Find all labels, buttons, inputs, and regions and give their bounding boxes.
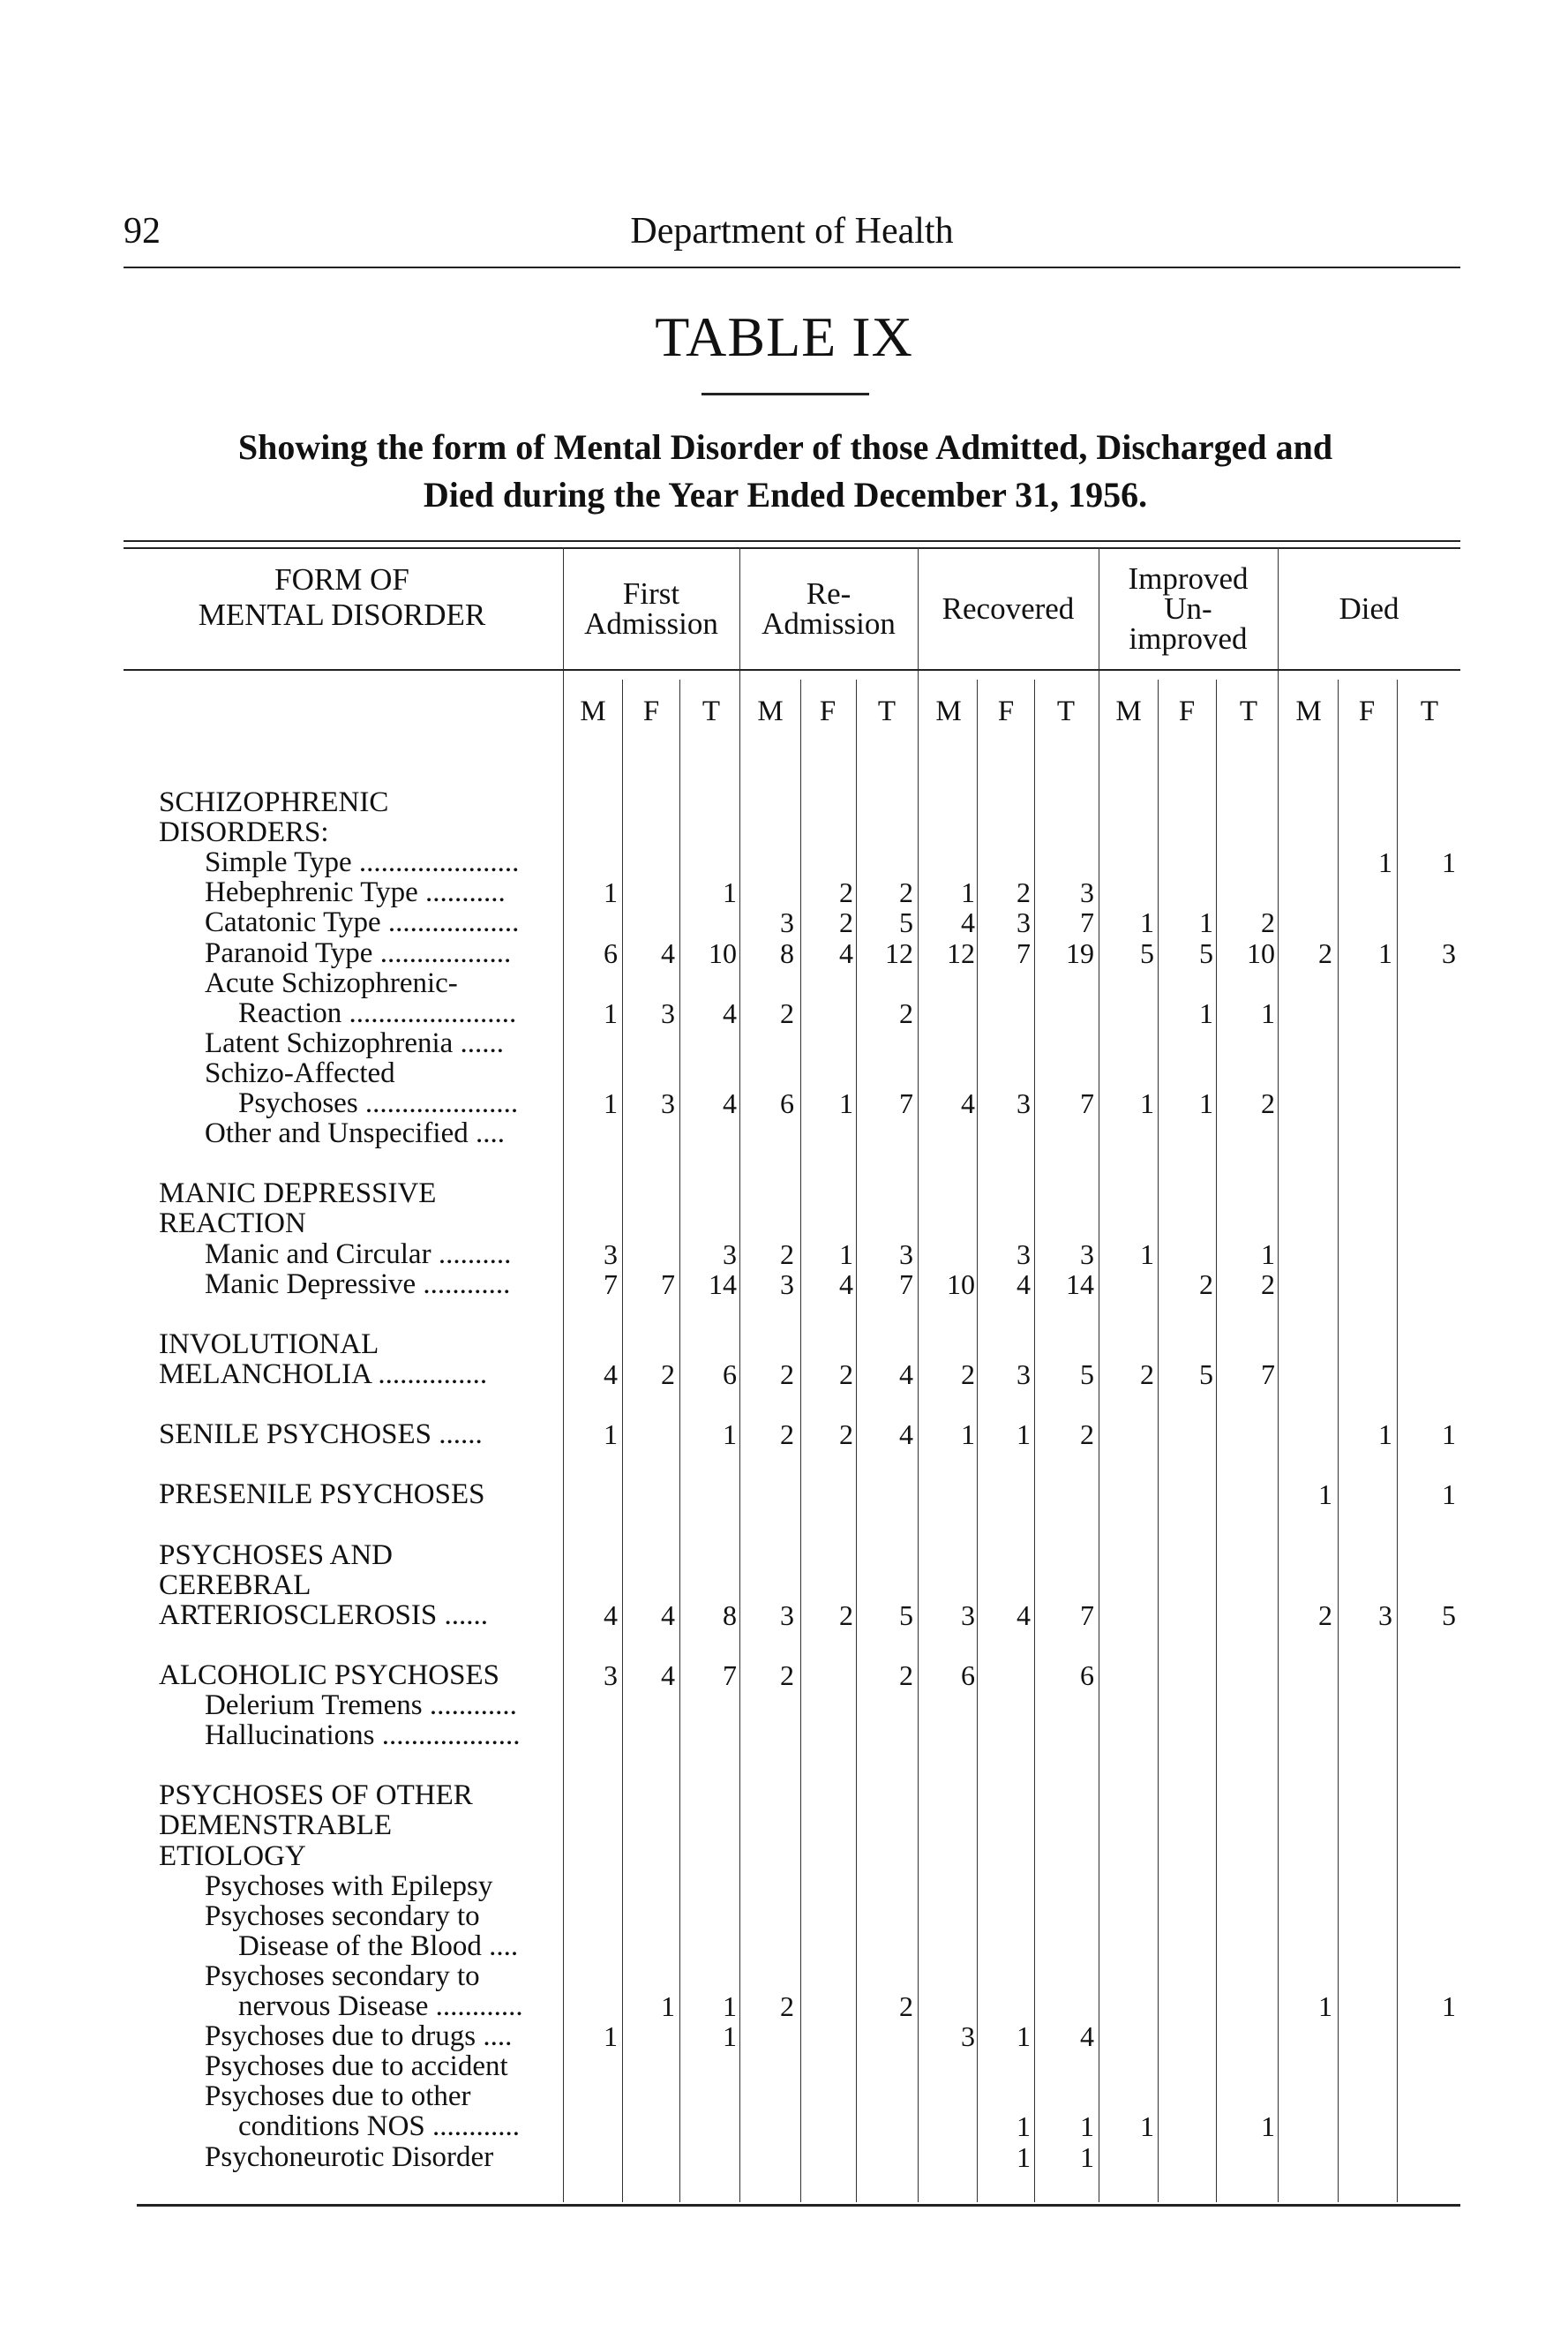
table-cell: 4 (661, 1658, 675, 1691)
table-cell: 4 (723, 1087, 737, 1119)
stub-header-line: FORM OF (274, 562, 409, 597)
table-cell: 3 (1017, 1087, 1031, 1119)
table-cell: 3 (723, 1237, 737, 1270)
table-cell: 1 (1318, 1990, 1332, 2022)
table-cell: 2 (1318, 936, 1332, 969)
table-cell: 2 (1080, 1418, 1094, 1451)
table-cell: 4 (604, 1358, 618, 1390)
table-top-rule (124, 540, 1460, 549)
table-cell: 3 (1017, 906, 1031, 939)
table-cell: 3 (780, 906, 794, 939)
table-cell: 1 (1378, 846, 1392, 879)
table-cell: 1 (961, 876, 975, 909)
table-cell: 1 (1140, 1237, 1154, 1270)
table-cell: 4 (839, 936, 853, 969)
table-caption (115, 424, 1456, 519)
table-cell: 8 (723, 1598, 737, 1631)
table-cell: 5 (899, 1598, 913, 1631)
table-cell: 1 (1378, 1418, 1392, 1451)
row-label: PRESENILE PSYCHOSES (159, 1478, 485, 1511)
subcolumn-header: M (757, 696, 784, 727)
subcolumn-header: M (935, 696, 962, 727)
subcolumn-header: M (580, 696, 606, 727)
table-cell: 7 (899, 1087, 913, 1119)
subcolumn-header: F (819, 696, 837, 727)
column-group-header: Admission (584, 606, 718, 641)
row-label: Paranoid Type .................. (205, 936, 512, 969)
table-cell: 4 (1017, 1267, 1031, 1300)
table-cell: 7 (1261, 1358, 1275, 1390)
row-label: Schizo-Affected (205, 1057, 395, 1089)
row-label: Reaction ....................... (238, 997, 517, 1029)
table-cell: 1 (604, 1418, 618, 1451)
table-cell: 3 (1378, 1598, 1392, 1631)
table-cell: 1 (1442, 1418, 1456, 1451)
table-cell: 1 (723, 876, 737, 909)
subcolumn-header: T (1239, 696, 1258, 727)
table-cell: 2 (1318, 1598, 1332, 1631)
column-group-header: Recovered (942, 591, 1075, 626)
row-label: Manic and Circular .......... (205, 1237, 512, 1270)
row-label: REACTION (159, 1207, 306, 1240)
table-cell: 2 (780, 1237, 794, 1270)
table-cell: 3 (1017, 1237, 1031, 1270)
row-label: Psychoses with Epilepsy (205, 1869, 493, 1902)
table-cell: 1 (1199, 906, 1213, 939)
table-cell: 4 (661, 1598, 675, 1631)
table-cell: 2 (899, 876, 913, 909)
table-cell: 1 (839, 1087, 853, 1119)
subcolumn-header: T (1420, 696, 1439, 727)
table-cell: 1 (1017, 2020, 1031, 2053)
page-number: 92 (124, 211, 161, 252)
page-header (124, 210, 1460, 263)
table-cell: 5 (1199, 936, 1213, 969)
table-cell: 1 (1378, 936, 1392, 969)
table-cell: 3 (1017, 1358, 1031, 1390)
table-cell: 2 (839, 1418, 853, 1451)
row-label: DEMENSTRABLE (159, 1809, 392, 1842)
table-cell: 6 (961, 1658, 975, 1691)
table-cell: 2 (1261, 906, 1275, 939)
row-label: Hebephrenic Type ........... (205, 876, 506, 909)
subcolumn-header: F (997, 696, 1015, 727)
table-cell: 2 (780, 1418, 794, 1451)
column-group-header: Improved (1128, 561, 1249, 596)
table-cell: 1 (604, 1087, 618, 1119)
table-cell: 1 (1140, 1087, 1154, 1119)
row-label: Psychoneurotic Disorder (205, 2140, 494, 2173)
row-label: MANIC DEPRESSIVE (159, 1177, 437, 1210)
table-cell: 2 (899, 1658, 913, 1691)
table-cell: 2 (661, 1358, 675, 1390)
row-label: PSYCHOSES AND (159, 1538, 393, 1571)
table-cell: 1 (1442, 1990, 1456, 2022)
table-cell: 3 (1080, 876, 1094, 909)
table-cell: 7 (1080, 1087, 1094, 1119)
table-cell: 12 (947, 936, 975, 969)
subcolumn-header: T (1056, 696, 1076, 727)
table-title: TABLE IX (655, 305, 913, 368)
table-cell: 6 (780, 1087, 794, 1119)
row-label: Delerium Tremens ............ (205, 1689, 517, 1721)
table-cell: 4 (961, 1087, 975, 1119)
table-cell: 4 (899, 1358, 913, 1390)
table-cell: 1 (1017, 2140, 1031, 2173)
table-bottom-rule (137, 2204, 1460, 2207)
table-cell: 2 (780, 997, 794, 1029)
table-cell: 3 (899, 1237, 913, 1270)
table-cell: 3 (780, 1598, 794, 1631)
table-cell: 2 (1261, 1087, 1275, 1119)
table-cell: 7 (661, 1267, 675, 1300)
row-label: CEREBRAL (159, 1568, 311, 1601)
row-label: Hallucinations ................... (205, 1719, 521, 1752)
table-cell: 5 (1080, 1358, 1094, 1390)
table-cell: 1 (1261, 1237, 1275, 1270)
table-cell: 14 (709, 1267, 737, 1300)
table-cell: 1 (1261, 2110, 1275, 2143)
subcolumn-header: M (1295, 696, 1322, 727)
subcolumn-header: F (642, 696, 660, 727)
table-cell: 2 (839, 876, 853, 909)
table-cell: 19 (1066, 936, 1094, 969)
row-label: Other and Unspecified .... (205, 1117, 505, 1150)
table-cell: 4 (839, 1267, 853, 1300)
table-cell: 1 (961, 1418, 975, 1451)
table-cell: 5 (899, 906, 913, 939)
title-rule (701, 393, 869, 395)
table-cell: 7 (899, 1267, 913, 1300)
table-cell: 7 (723, 1658, 737, 1691)
table-cell: 2 (961, 1358, 975, 1390)
table-cell: 7 (1080, 1598, 1094, 1631)
table-cell: 3 (780, 1267, 794, 1300)
table-cell: 8 (780, 936, 794, 969)
column-group-header: First (622, 576, 680, 611)
table-cell: 6 (604, 936, 618, 969)
row-label: Psychoses ..................... (238, 1087, 519, 1119)
table-cell: 2 (839, 906, 853, 939)
table-cell: 4 (661, 936, 675, 969)
row-label: Latent Schizophrenia ...... (205, 1027, 505, 1059)
table-cell: 1 (1199, 997, 1213, 1029)
table-cell: 1 (1442, 846, 1456, 879)
row-label: Catatonic Type .................. (205, 906, 520, 939)
caption-line-1: Showing the form of Mental Disorder of those Admitted, Discharged and (237, 427, 1333, 467)
table-cell: 14 (1066, 1267, 1094, 1300)
table-cell: 3 (661, 1087, 675, 1119)
table-cell: 1 (1318, 1478, 1332, 1511)
column-rule (1278, 547, 1279, 2202)
row-label: Acute Schizophrenic- (205, 966, 458, 999)
table-cell: 2 (839, 1358, 853, 1390)
table-cell: 3 (961, 2020, 975, 2053)
row-label: Manic Depressive ............ (205, 1267, 511, 1300)
table-cell: 1 (1080, 2140, 1094, 2173)
table-cell: 7 (604, 1267, 618, 1300)
header-rule (124, 267, 1460, 268)
table-cell: 5 (1199, 1358, 1213, 1390)
table-cell: 2 (780, 1658, 794, 1691)
table-cell: 6 (723, 1358, 737, 1390)
table-cell: 5 (1442, 1598, 1456, 1631)
table-cell: 3 (604, 1658, 618, 1691)
table-cell: 2 (780, 1358, 794, 1390)
column-group-header: Died (1339, 591, 1399, 626)
table-cell: 1 (604, 876, 618, 909)
stub-header-line: MENTAL DISORDER (198, 598, 486, 632)
subcolumn-header: F (1178, 696, 1196, 727)
table-cell: 2 (839, 1598, 853, 1631)
table-cell: 1 (1140, 2110, 1154, 2143)
table-cell: 12 (885, 936, 913, 969)
table-cell: 10 (947, 1267, 975, 1300)
table-cell: 4 (1017, 1598, 1031, 1631)
table-cell: 1 (1261, 997, 1275, 1029)
table-cell: 1 (839, 1237, 853, 1270)
table-cell: 7 (1017, 936, 1031, 969)
table-cell: 1 (1017, 1418, 1031, 1451)
row-label: ETIOLOGY (159, 1839, 306, 1872)
table-cell: 4 (1080, 2020, 1094, 2053)
table-cell: 2 (1140, 1358, 1154, 1390)
table-cell: 10 (709, 936, 737, 969)
column-group-header: Re- (806, 576, 852, 611)
table-cell: 5 (1140, 936, 1154, 969)
table-cell: 3 (1442, 936, 1456, 969)
table-cell: 4 (961, 906, 975, 939)
row-label: Disease of the Blood .... (238, 1929, 519, 1962)
table-cell: 3 (661, 997, 675, 1029)
subcolumn-header: T (701, 696, 721, 727)
subcolumn-header: F (1358, 696, 1376, 727)
table-cell: 3 (1080, 1237, 1094, 1270)
row-label: Psychoses due to accident (205, 2050, 508, 2083)
column-group-header: Admission (761, 606, 896, 641)
subcolumn-header: T (877, 696, 897, 727)
header-rule (124, 669, 1460, 671)
row-label: PSYCHOSES OF OTHER (159, 1779, 473, 1812)
table-cell: 1 (1017, 2110, 1031, 2143)
row-label: DISORDERS: (159, 816, 329, 849)
row-label: SENILE PSYCHOSES ...... (159, 1418, 483, 1451)
row-label: Psychoses due to other (205, 2080, 471, 2113)
row-label: INVOLUTIONAL (159, 1327, 379, 1360)
row-label: Psychoses secondary to (205, 1899, 480, 1932)
subcolumn-rule (622, 680, 623, 2202)
table-cell: 2 (1261, 1267, 1275, 1300)
running-head: Department of Health (630, 211, 954, 252)
table-cell: 1 (723, 2020, 737, 2053)
table-cell: 2 (780, 1990, 794, 2022)
row-label: ARTERIOSCLEROSIS ...... (159, 1598, 488, 1631)
row-label: conditions NOS ............ (238, 2110, 521, 2143)
table-cell: 1 (1140, 906, 1154, 939)
column-group-header: improved (1129, 621, 1248, 656)
row-label: Psychoses due to drugs .... (205, 2020, 513, 2053)
row-label: MELANCHOLIA ............... (159, 1358, 488, 1390)
table-cell: 1 (604, 997, 618, 1029)
row-label: SCHIZOPHRENIC (159, 786, 389, 818)
table-cell: 4 (899, 1418, 913, 1451)
row-label: Psychoses secondary to (205, 1959, 480, 1992)
table-cell: 6 (1080, 1658, 1094, 1691)
table-cell: 7 (1080, 906, 1094, 939)
table-cell: 4 (604, 1598, 618, 1631)
table-cell: 1 (661, 1990, 675, 2022)
table-cell: 1 (723, 1990, 737, 2022)
table-cell: 4 (723, 997, 737, 1029)
table-cell: 1 (1080, 2110, 1094, 2143)
table-cell: 10 (1247, 936, 1275, 969)
table-cell: 2 (1199, 1267, 1213, 1300)
table-cell: 1 (1199, 1087, 1213, 1119)
table-cell: 3 (961, 1598, 975, 1631)
table-cell: 2 (1017, 876, 1031, 909)
table-cell: 2 (899, 997, 913, 1029)
table-cell: 1 (1442, 1478, 1456, 1511)
table-cell: 3 (604, 1237, 618, 1270)
subcolumn-header: M (1115, 696, 1142, 727)
row-label: Simple Type ...................... (205, 846, 520, 879)
caption-line-2: Died during the Year Ended December 31, 1956. (423, 475, 1148, 515)
row-label: nervous Disease ............ (238, 1990, 523, 2022)
table-cell: 1 (604, 2020, 618, 2053)
column-group-header: Un- (1164, 591, 1212, 626)
table-cell: 2 (899, 1990, 913, 2022)
table-cell: 1 (723, 1418, 737, 1451)
row-label: ALCOHOLIC PSYCHOSES (159, 1658, 499, 1691)
